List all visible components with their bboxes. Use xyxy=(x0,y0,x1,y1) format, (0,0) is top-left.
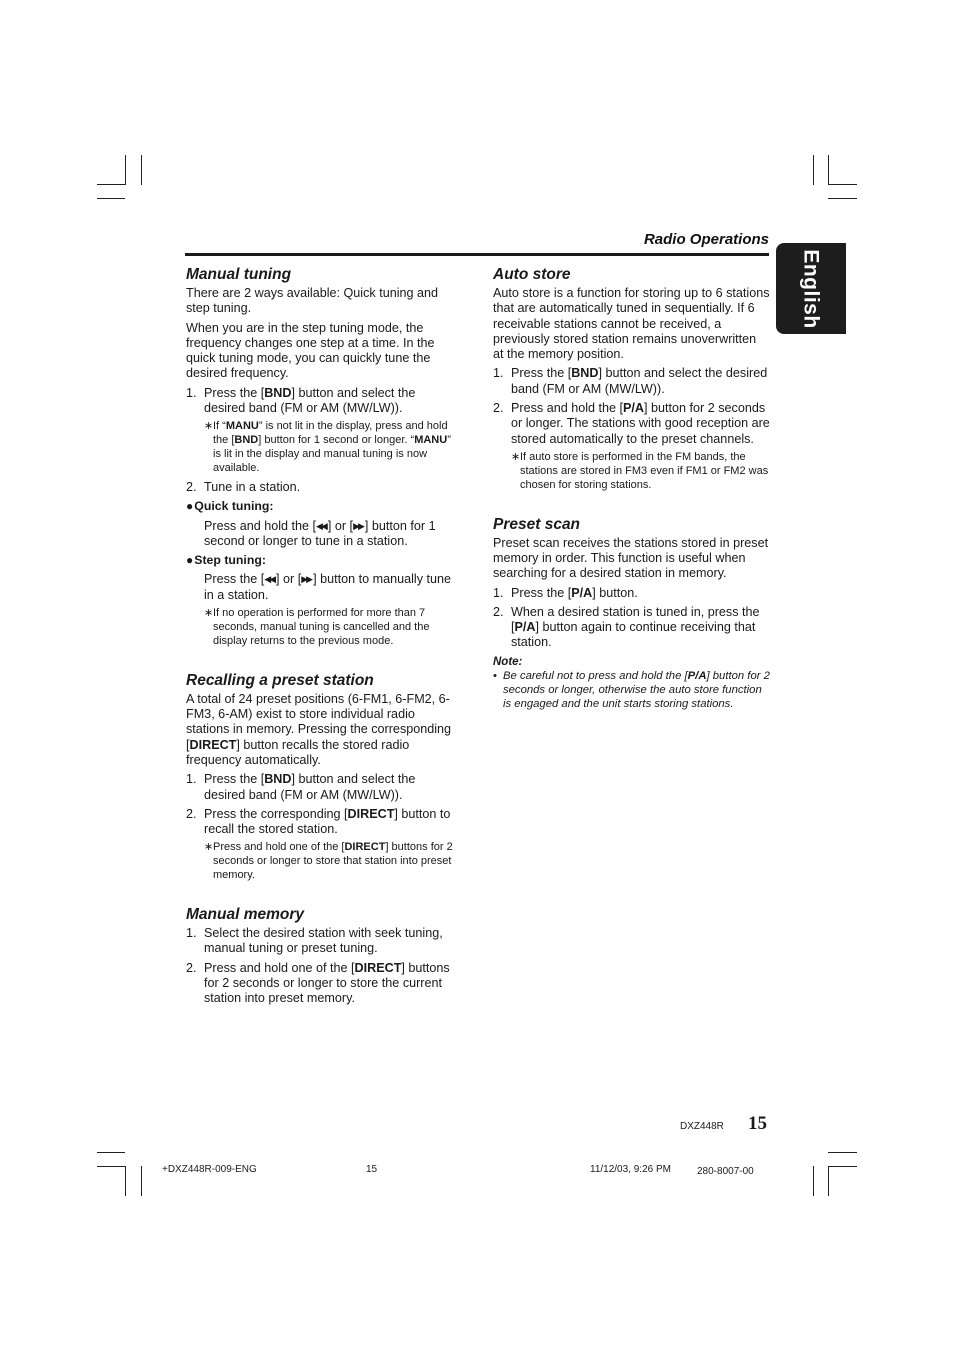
step-item xyxy=(493,366,770,397)
language-tab-label: English xyxy=(800,248,823,329)
step-number: 1. xyxy=(186,772,197,787)
step-item xyxy=(493,586,770,601)
preset-scan-heading: Preset scan xyxy=(493,515,581,533)
footer-page: 15 xyxy=(366,1164,378,1175)
footnote xyxy=(204,841,458,883)
right-column xyxy=(493,265,770,734)
step-number: 2. xyxy=(493,604,504,619)
crop-mark xyxy=(828,184,857,185)
footnote xyxy=(204,420,458,476)
paragraph: When you are in the step tuning mode, the frequency changes one step at a time. In the quick tuning mode, you can quickly tune the desired frequency. xyxy=(186,320,435,381)
rewind-icon: ◀◀ xyxy=(264,574,275,585)
note-text xyxy=(493,670,770,712)
auto-store-heading: Auto store xyxy=(493,266,571,283)
text: If no operation is performed for more than 7 seconds, manual tuning is cancelled and the display returns to the previous mode. xyxy=(213,607,430,647)
paragraph: There are 2 ways available: Quick tuning and step tuning. xyxy=(186,286,439,316)
step-number: 1. xyxy=(186,385,197,400)
footer-code: 280-8007-00 xyxy=(697,1166,754,1177)
text: ] or [ xyxy=(276,572,302,587)
asterisk: ∗ xyxy=(204,420,214,433)
step-number: 1. xyxy=(493,585,504,600)
step-number: 2. xyxy=(186,960,197,975)
text: ] button to recall the stored station. xyxy=(204,806,451,837)
button-name: BND xyxy=(234,434,259,447)
text: ” is lit in the display and manual tuning is now available. xyxy=(213,434,451,475)
auto-store-section xyxy=(493,265,770,493)
text: ] button for 2 seconds or longer. The stations with good reception are stored automatically to the preset channels. xyxy=(511,401,770,446)
text: ] or [ xyxy=(327,518,354,533)
bullet-icon: ● xyxy=(186,499,194,514)
text: ] button again to continue receiving that station. xyxy=(511,620,756,650)
step-number: 1. xyxy=(186,926,197,941)
footer-file: +DXZ448R-009-ENG xyxy=(162,1164,257,1175)
step-number: 1. xyxy=(493,366,504,381)
button-name: P/A xyxy=(623,401,645,416)
text: When a desired station is tuned in, press the [ xyxy=(511,604,760,635)
header-rule xyxy=(185,253,769,256)
asterisk: ∗ xyxy=(204,841,214,854)
step-tuning-text xyxy=(186,572,458,603)
crop-mark xyxy=(828,1152,857,1153)
step-item xyxy=(186,807,458,838)
step-item xyxy=(186,386,458,417)
rewind-icon: ◀◀ xyxy=(316,520,326,531)
crop-mark xyxy=(828,155,829,185)
text: Be careful not to press and hold the [ xyxy=(503,670,688,683)
crop-mark xyxy=(97,1166,125,1167)
crop-mark xyxy=(828,1166,857,1167)
step-item xyxy=(493,605,770,651)
text: Tune in a station. xyxy=(204,480,301,494)
footer-date: 11/12/03, 9:26 PM xyxy=(590,1164,671,1175)
text: ] button recalls the stored radio frequency automatically. xyxy=(186,737,410,767)
preset-scan-section xyxy=(493,515,770,712)
model-number: DXZ448R xyxy=(680,1121,724,1132)
text: Press the [ xyxy=(204,772,265,787)
step-item xyxy=(186,772,458,803)
text: ] button and select the desired band (FM or AM (MW/LW)). xyxy=(204,385,416,416)
text: Select the desired station with seek tuning, manual tuning or preset tuning. xyxy=(204,926,443,956)
bullet-icon: • xyxy=(493,670,497,683)
asterisk: ∗ xyxy=(511,450,521,463)
text: ] button for 2 seconds or longer, otherwise the auto store function is engaged and the unit starts storing stations. xyxy=(503,670,770,710)
text: ] button and select the desired band (FM or AM (MW/LW)). xyxy=(511,366,768,396)
button-name: DIRECT xyxy=(354,960,402,975)
crop-mark xyxy=(125,155,126,185)
text: Press the [ xyxy=(511,585,572,600)
button-name: BND xyxy=(264,385,292,400)
button-name: BND xyxy=(571,366,599,381)
crop-mark xyxy=(828,1166,829,1196)
button-name: P/A xyxy=(687,670,707,683)
crop-mark xyxy=(97,1152,125,1153)
bullet-icon: ● xyxy=(186,553,194,568)
crop-mark xyxy=(141,1166,142,1196)
text: A total of 24 preset positions (6-FM1, 6-FM2, 6-FM3, 6-AM) exist to store individual radio stations in memory. Pressing the corresponding [ xyxy=(186,691,452,752)
asterisk: ∗ xyxy=(204,607,214,620)
manual-tuning-heading: Manual tuning xyxy=(186,266,292,283)
text: Press and hold one of the [ xyxy=(213,841,345,854)
note-label: Note: xyxy=(493,655,523,668)
step-item xyxy=(186,480,458,495)
button-name: DIRECT xyxy=(347,806,395,821)
recall-preset-heading: Recalling a preset station xyxy=(186,671,374,689)
fast-forward-icon: ▶▶ xyxy=(353,520,363,531)
fast-forward-icon: ▶▶ xyxy=(301,574,312,585)
crop-mark xyxy=(813,1166,814,1196)
text: Press the [ xyxy=(204,385,265,400)
manual-memory-heading: Manual memory xyxy=(186,906,305,924)
manual-memory-section xyxy=(186,905,458,1006)
step-item xyxy=(186,961,458,1007)
text: ] button for 1 second or longer to tune in a station. xyxy=(204,518,436,548)
step-number: 2. xyxy=(493,401,504,416)
crop-mark xyxy=(828,198,857,199)
button-name: P/A xyxy=(514,620,536,635)
text: If “ xyxy=(213,420,226,433)
text: ] buttons for 2 seconds or longer to store that station into preset memory. xyxy=(213,841,453,882)
text: Press the corresponding [ xyxy=(204,806,348,821)
manual-tuning-section xyxy=(186,265,458,649)
step-number: 2. xyxy=(186,806,197,821)
text: Press and hold the [ xyxy=(204,518,317,533)
section-header-title: Radio Operations xyxy=(643,231,769,248)
text: Step tuning: xyxy=(194,553,266,568)
crop-mark xyxy=(141,155,142,185)
text: Press the [ xyxy=(511,366,572,381)
quick-tuning-text xyxy=(186,519,458,550)
footnote xyxy=(511,451,770,493)
left-column xyxy=(186,265,458,1029)
step-item xyxy=(493,401,770,447)
text: ] button to manually tune in a station. xyxy=(204,572,452,602)
footnote xyxy=(204,607,458,649)
text: ] buttons for 2 seconds or longer to store the current station into preset memory. xyxy=(204,960,450,1006)
button-name: DIRECT xyxy=(344,841,386,854)
indicator-name: MANU xyxy=(225,420,259,433)
text: ” is not lit in the display, press and hold the [ xyxy=(213,420,448,447)
button-name: P/A xyxy=(571,585,593,600)
crop-mark xyxy=(97,184,125,185)
text: ] button and select the desired band (FM or AM (MW/LW)). xyxy=(204,772,416,802)
step-item xyxy=(186,926,458,957)
crop-mark xyxy=(813,155,814,185)
page-number: 15 xyxy=(748,1113,767,1134)
text: ] button for 1 second or longer. “ xyxy=(258,434,415,447)
crop-mark xyxy=(125,1166,126,1196)
step-number: 2. xyxy=(186,480,197,494)
text: If auto store is performed in the FM bands, the stations are stored in FM3 even if FM1 or FM2 was chosen for storing stations. xyxy=(520,450,769,491)
text: Press and hold one of the [ xyxy=(204,960,355,975)
button-name: DIRECT xyxy=(189,737,237,752)
text: Press the [ xyxy=(204,572,265,587)
text: ] button. xyxy=(592,585,638,600)
indicator-name: MANU xyxy=(414,434,448,447)
paragraph: Preset scan receives the stations stored in preset memory in order. This function is useful when searching for a desired station in memory. xyxy=(493,535,769,581)
step-tuning-label xyxy=(186,553,458,568)
text: Quick tuning: xyxy=(194,499,274,514)
quick-tuning-label xyxy=(186,499,458,514)
recall-preset-section xyxy=(186,671,458,883)
crop-mark xyxy=(97,198,125,199)
paragraph xyxy=(186,692,458,768)
button-name: BND xyxy=(264,772,292,787)
paragraph: Auto store is a function for storing up to 6 stations that are automatically tuned in sequentially. If 6 receivable stations cannot be received, a previously stored station remains unoverwritten at the memory position. xyxy=(493,286,770,362)
text: Press and hold the [ xyxy=(511,401,624,416)
language-tab xyxy=(776,243,846,334)
